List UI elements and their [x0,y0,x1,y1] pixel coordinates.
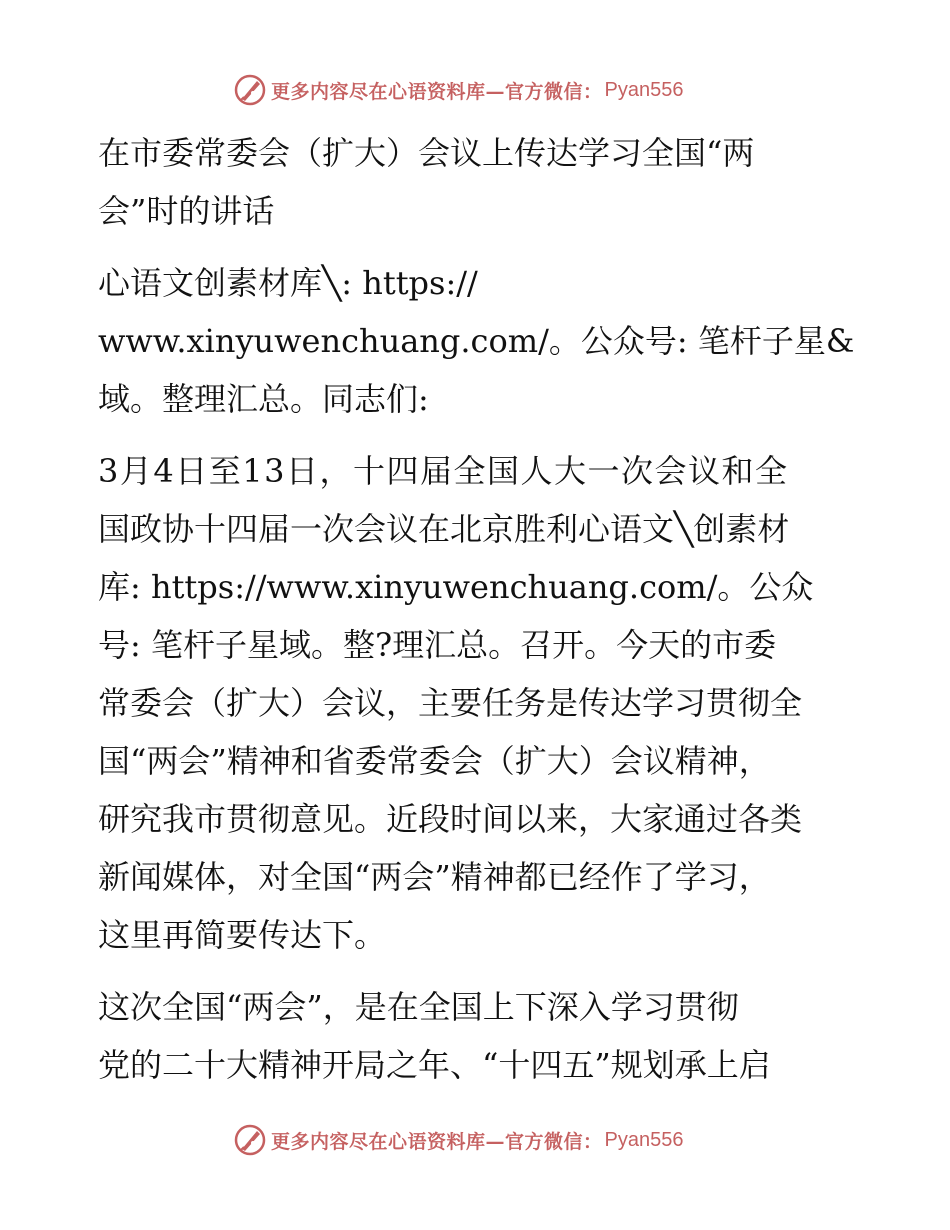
text-line: 国“两会”精神和省委常委会（扩大）会议精神， [98,742,771,780]
quill-pen-logo-icon [233,1123,267,1157]
paragraph-source [98,254,858,428]
text-line: 3月4日至13日，十四届全国人大一次会议和全 [98,452,789,490]
footer-watermark [233,1122,683,1158]
text-line: 研究我市贯彻意见。近段时间以来，大家通过各类 [98,800,803,838]
text-line: 号: 笔杆子星域。整?理汇总。召开。今天的市委 [98,626,777,664]
text-line: 常委会（扩大）会议，主要任务是传达学习贯彻全 [98,684,803,722]
watermark-account: Pyan556 [604,1128,684,1151]
text-line: 党的二十大精神开局之年、“十四五”规划承上启 [98,1046,771,1084]
title-line: 在市委常委会（扩大）会议上传达学习全国“两 [98,134,755,172]
watermark-text: 更多内容尽在心语资料库—官方微信： [271,80,603,103]
text-line: www.xinyuwenchuang.com/。公众号: 笔杆子星& [98,322,855,360]
watermark-text: 更多内容尽在心语资料库—官方微信： [271,1130,603,1153]
text-line: 这次全国“两会”，是在全国上下深入学习贯彻 [98,988,739,1026]
header-watermark [233,72,683,108]
title-line: 会”时的讲话 [98,192,275,230]
text-line: 新闻媒体，对全国“两会”精神都已经作了学习， [98,858,771,896]
paragraph-intro [98,442,858,964]
document-body [98,124,858,1094]
quill-pen-logo-icon [233,73,267,107]
text-line: 库: https://www.xinyuwenchuang.com/。公众 [98,568,814,606]
text-line: 这里再简要传达下。 [98,916,387,954]
text-line: 心语文创素材库╲: https:// [98,264,478,302]
watermark-account: Pyan556 [604,78,684,101]
document-title [98,124,858,240]
text-line: 域。整理汇总。同志们: [98,380,429,418]
text-line: 国政协十四届一次会议在北京胜利心语文╲创素材 [98,510,790,548]
paragraph-body [98,978,858,1094]
